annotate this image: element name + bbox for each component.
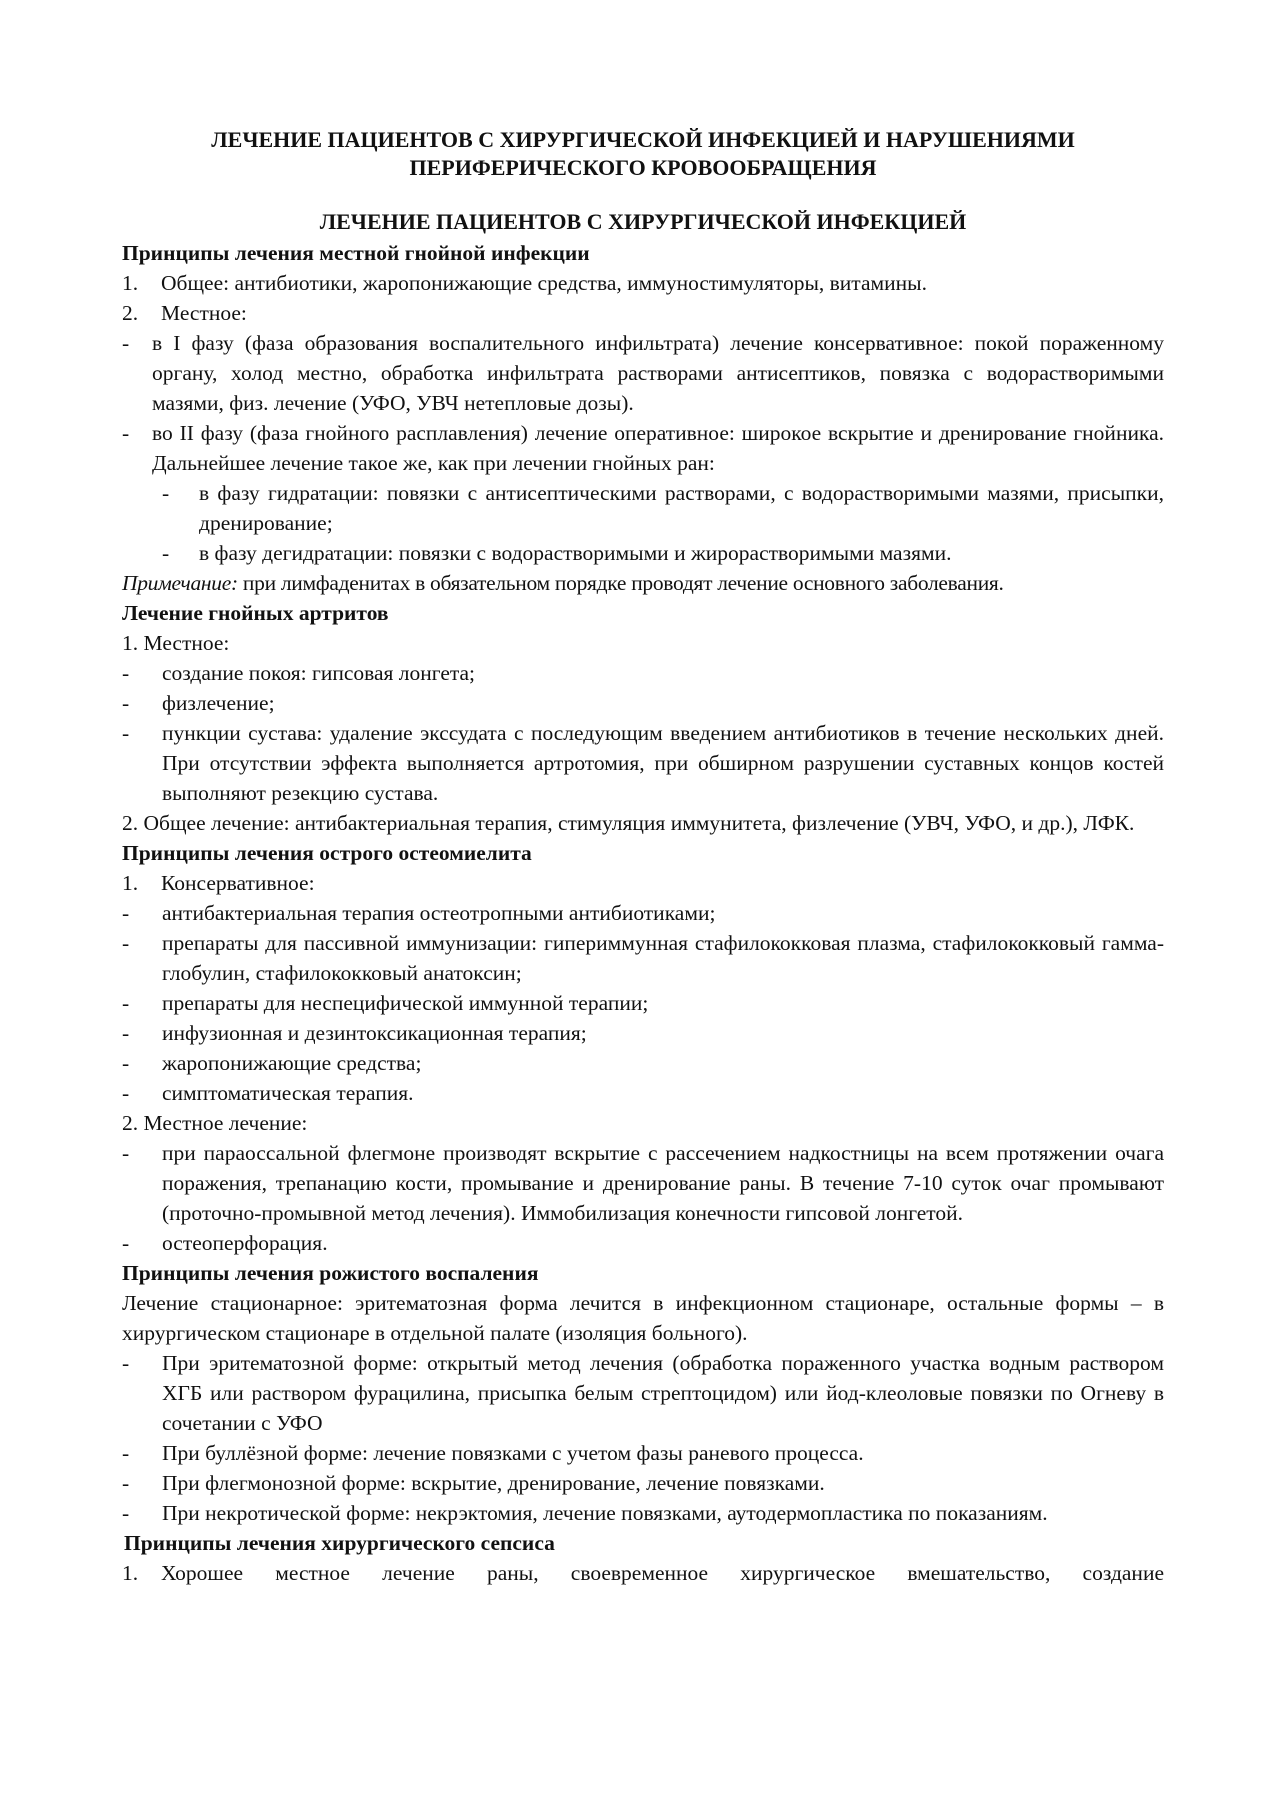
list-item — [122, 988, 1164, 1018]
list-item-text: в фазу дегидратации: повязки с водорастворимыми и жирорастворимыми мазями. — [199, 541, 952, 565]
list-item — [122, 928, 1164, 988]
list-item — [122, 1138, 1164, 1228]
list-item-text: антибактериальная терапия остеотропными антибиотиками; — [162, 901, 716, 925]
list-item-text: При некротической форме: некрэктомия, лечение повязками, аутодермопластика по показаниям. — [162, 1501, 1048, 1525]
section-heading-local-purulent-infection: Принципы лечения местной гнойной инфекции — [122, 241, 590, 265]
section-title: ЛЕЧЕНИЕ ПАЦИЕНТОВ С ХИРУРГИЧЕСКОЙ ИНФЕКЦИЕЙ — [319, 209, 967, 234]
list-item — [122, 1348, 1164, 1438]
list-item-text: инфузионная и дезинтоксикационная терапия; — [162, 1021, 587, 1045]
list-item-text: во II фазу (фаза гнойного расплавления) лечение оперативное: широкое вскрытие и дренирование гнойника. Дальнейшее лечение такое же, как при лечении гнойных ран: — [152, 421, 1164, 475]
dash-bullet: - — [122, 721, 130, 745]
dash-bullet: - — [162, 481, 170, 505]
list-item — [122, 1228, 1164, 1258]
list-item-text: Консервативное: — [161, 871, 315, 895]
list-item-text: При буллёзной форме: лечение повязками с учетом фазы раневого процесса. — [162, 1441, 864, 1465]
dash-bullet: - — [122, 661, 130, 685]
list-item-text: Общее: антибиотики, жаропонижающие средства, иммуностимуляторы, витамины. — [161, 271, 927, 295]
list-item-text: препараты для неспецифической иммунной терапии; — [162, 991, 649, 1015]
list-item-text: при параоссальной флегмоне производят вскрытие с рассечением надкостницы на всем протяжении очага поражения, трепанацию кости, промывание и дренирование раны. В течение 7-10 суток очаг промывают (проточно-промывной метод лечения). Иммобилизация конечности гипсовой лонгетой. — [162, 1141, 1164, 1225]
list-item — [122, 268, 1164, 298]
list-item — [122, 1018, 1164, 1048]
list-item — [122, 1558, 1164, 1588]
list-item-text: При флегмонозной форме: вскрытие, дренирование, лечение повязками. — [162, 1471, 825, 1495]
sub-list-item — [122, 538, 1164, 568]
list-item-text: остеоперфорация. — [162, 1231, 328, 1255]
dash-bullet: - — [122, 1471, 130, 1495]
list-item — [122, 868, 1164, 898]
dash-bullet: - — [122, 1021, 130, 1045]
list-number: 1. — [122, 1561, 139, 1585]
section-heading-erysipelas: Принципы лечения рожистого воспаления — [122, 1261, 539, 1285]
document-title-line-1: ЛЕЧЕНИЕ ПАЦИЕНТОВ С ХИРУРГИЧЕСКОЙ ИНФЕКЦИЕЙ И НАРУШЕНИЯМИ — [211, 127, 1075, 152]
intro-paragraph: Лечение стационарное: эритематозная форма лечится в инфекционном стационаре, остальные формы – в хирургическом стационаре в отдельной палате (изоляция больного). — [122, 1291, 1164, 1345]
list-item — [122, 1438, 1164, 1468]
list-item-text: При эритематозной форме: открытый метод лечения (обработка пораженного участка водным раствором ХГБ или раствором фурацилина, присыпка белым стрептоцидом) или йод-клеоловые повязки по Огневу в сочетании с УФО — [162, 1351, 1164, 1435]
list-item-text: симптоматическая терапия. — [162, 1081, 414, 1105]
list-item-text: в I фазу (фаза образования воспалительного инфильтрата) лечение консервативное: покой пораженному органу, холод местно, обработка инфильтрата растворами антисептиков, повязка с водорастворимыми мазями, физ. лечение (УФО, УВЧ нетепловые дозы). — [152, 331, 1164, 415]
list-item — [122, 1048, 1164, 1078]
list-item — [122, 298, 1164, 328]
section-heading-purulent-arthritis: Лечение гнойных артритов — [122, 601, 389, 625]
document-page — [122, 126, 1164, 1588]
list-item-text: 1. Местное: — [122, 631, 230, 655]
list-item-text: Хорошее местное лечение раны, своевременное хирургическое вмешательство, создание — [161, 1561, 1164, 1585]
list-number: 1. — [122, 871, 139, 895]
dash-bullet: - — [122, 1081, 130, 1105]
list-item-text: Местное: — [161, 301, 247, 325]
list-number: 2. — [122, 301, 139, 325]
dash-bullet: - — [122, 1351, 130, 1375]
note-paragraph — [122, 568, 1164, 598]
dash-bullet: - — [122, 691, 130, 715]
dash-bullet: - — [122, 1051, 130, 1075]
dash-bullet: - — [122, 931, 130, 955]
note-label: Примечание: — [122, 571, 238, 595]
list-item — [122, 1498, 1164, 1528]
document-title-line-2: ПЕРИФЕРИЧЕСКОГО КРОВООБРАЩЕНИЯ — [409, 155, 877, 180]
dash-bullet: - — [122, 991, 130, 1015]
list-item — [122, 658, 1164, 688]
list-item — [122, 688, 1164, 718]
list-number: 1. — [122, 271, 139, 295]
list-item-text: в фазу гидратации: повязки с антисептическими растворами, с водорастворимыми мазями, присыпки, дренирование; — [199, 481, 1164, 535]
dash-bullet: - — [122, 1501, 130, 1525]
sub-list-item — [122, 478, 1164, 538]
list-item — [122, 1468, 1164, 1498]
list-item-text: пункции сустава: удаление экссудата с последующим введением антибиотиков в течение нескольких дней. При отсутствии эффекта выполняется артротомия, при обширном разрушении суставных концов костей выполняют резекцию сустава. — [162, 721, 1164, 805]
list-item-text: физлечение; — [162, 691, 275, 715]
section-heading-acute-osteomyelitis: Принципы лечения острого остеомиелита — [122, 841, 532, 865]
list-item — [122, 718, 1164, 808]
list-item — [122, 418, 1164, 478]
list-item — [122, 328, 1164, 418]
list-item-text: препараты для пассивной иммунизации: гипериммунная стафилококковая плазма, стафилококковый гамма-глобулин, стафилококковый анатоксин; — [162, 931, 1164, 985]
dash-bullet: - — [122, 1441, 130, 1465]
list-item-text: жаропонижающие средства; — [162, 1051, 422, 1075]
dash-bullet: - — [122, 421, 130, 445]
dash-bullet: - — [162, 541, 170, 565]
list-item-text: 2. Общее лечение: антибактериальная терапия, стимуляция иммунитета, физлечение (УВЧ, УФО, и др.), ЛФК. — [122, 811, 1135, 835]
list-item — [122, 1078, 1164, 1108]
list-item-text: 2. Местное лечение: — [122, 1111, 308, 1135]
list-item-text: создание покоя: гипсовая лонгета; — [162, 661, 476, 685]
dash-bullet: - — [122, 1141, 130, 1165]
section-heading-surgical-sepsis: Принципы лечения хирургического сепсиса — [124, 1531, 555, 1555]
dash-bullet: - — [122, 331, 130, 355]
list-item — [122, 898, 1164, 928]
dash-bullet: - — [122, 901, 130, 925]
note-text: при лимфаденитах в обязательном порядке проводят лечение основного заболевания. — [237, 571, 1004, 595]
dash-bullet: - — [122, 1231, 130, 1255]
